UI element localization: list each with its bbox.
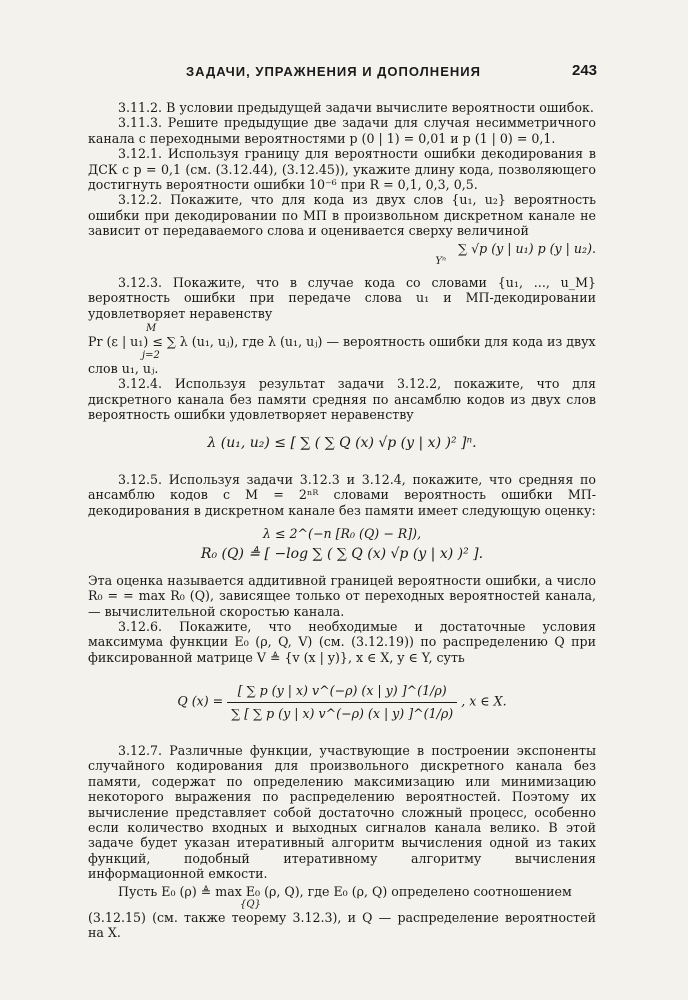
problem-3-11-2: 3.11.2. В условии предыдущей задачи вычислите вероятности ошибок. [118,100,594,115]
running-title: ЗАДАЧИ, УПРАЖНЕНИЯ И ДОПОЛНЕНИЯ [186,64,481,79]
problem-3-12-7-end: (3.12.15) (см. также теорему 3.12.3), и Q — распределение вероятностей на X. [88,910,596,941]
formula-3-12-6-rhs: , x ∈ X. [461,693,507,709]
problem-3-12-7: 3.12.7. Различные функции, участвующие в построении экспоненты случайного кодирования для произвольного дискретного канала без памяти, содержат по определению максимизацию или минимизацию некоторого выражения по распределению вероятностей. Поэтому их вычисление представляет собой достаточно сложный процесс, особенно если количество входных и выходных сигналов канала велико. В этой задаче будет указан итеративный алгоритм вычисления одной из таких функций, подобный итеративному алгоритму вычисления информационной емкости. [88,743,596,882]
formula-3-12-2-expr: ∑ √p (y | u₁) p (y | u₂). [458,240,596,256]
formula-3-12-5-b: R₀ (Q) ≜ [ −log ∑ ( ∑ Q (x) √p (y | x) )² ]. [200,546,484,563]
problem-3-12-4: 3.12.4. Используя результат задачи 3.12.2, покажите, что для дискретного канала без памяти средняя по ансамблю кодов из двух слов вероятность ошибки удовлетворяет неравенству [88,376,596,422]
problem-3-12-7-def-sub: {Q} [240,899,261,911]
formula-3-12-6-fraction [227,683,457,721]
problem-3-12-6: 3.12.6. Покажите, что необходимые и достаточные условия максимума функции E₀ (ρ, Q, V) (см. (3.12.19)) по распределению Q при фиксированной матрице V ≜ {v (x | y)}, x ∈ X, y ∈ Y, суть [88,618,596,665]
formula-3-12-4: λ (u₁, u₂) ≤ [ ∑ ( ∑ Q (x) √p (y | x) )² ]ⁿ. [207,435,477,452]
formula-3-12-2 [88,241,596,267]
problem-3-12-5: 3.12.5. Используя задачи 3.12.3 и 3.12.4, покажите, что средняя по ансамблю кодов с M = 2ⁿᴿ словами вероятность ошибки МП-декодирования в дискретном канале без памяти имеет следующую оценку: [88,471,596,518]
problem-3-12-7-def: Пусть E₀ (ρ) ≜ max E₀ (ρ, Q), где E₀ (ρ, Q) определено соотношением [118,883,572,899]
formula-3-12-3: Pr (ε | u₁) ≤ ∑ λ (u₁, uⱼ), где λ (u₁, uⱼ) — вероятность ошибки для кода из двух [88,334,596,350]
formula-3-12-2-sub: Yⁿ [435,256,446,268]
page-number: 243 [572,62,598,79]
formula-3-12-6-lhs: Q (x) = [177,693,224,709]
formula-3-12-6 [88,683,596,721]
problem-3-12-5-after: Эта оценка называется аддитивной границей вероятности ошибки, а число R₀ = = max R₀ (Q), зависящее только от переходных вероятностей канала, — вычислительной скоростью канала. [88,572,596,619]
formula-3-12-6-numerator: [ ∑ p (y | x) v^(−ρ) (x | y) ]^(1/ρ) [227,683,457,702]
problem-3-12-2: 3.12.2. Покажите, что для кода из двух слов {u₁, u₂} вероятность ошибки при декодировании по МП в произвольном дискретном канале не зависит от передаваемого слова и оценивается сверху величиной [88,192,596,239]
page-body [88,100,596,941]
formula-3-12-3-sub: j=2 [142,349,160,361]
formula-3-12-6-denominator: ∑ [ ∑ p (y | x) v^(−ρ) (x | y) ]^(1/ρ) [231,705,454,721]
running-header [0,62,688,84]
problem-3-12-3: 3.12.3. Покажите, что в случае кода со словами {u₁, ..., u_M} вероятность ошибки при передаче слова u₁ и МП-декодировании удовлетворяет неравенству [88,275,596,321]
formula-3-12-3-sup: M [146,323,157,335]
problem-3-12-1: 3.12.1. Используя границу для вероятности ошибки декодирования в ДСК с p = 0,1 (см. (3.12.44), (3.12.45)), укажите длину кода, позволяющего достигнуть вероятности ошибки 10⁻⁶ при R = 0,1, 0,3, 0,5. [88,146,596,193]
problem-3-11-3: 3.11.3. Решите предыдущие две задачи для случая несимметричного канала с переходными вероятностями p (0 | 1) = 0,01 и p (1 | 0) = 0,1. [88,115,596,146]
problem-3-12-3-end: слов u₁, uⱼ. [88,360,159,376]
formula-3-12-5-a: λ ≤ 2^(−n [R₀ (Q) − R]), [262,525,422,541]
